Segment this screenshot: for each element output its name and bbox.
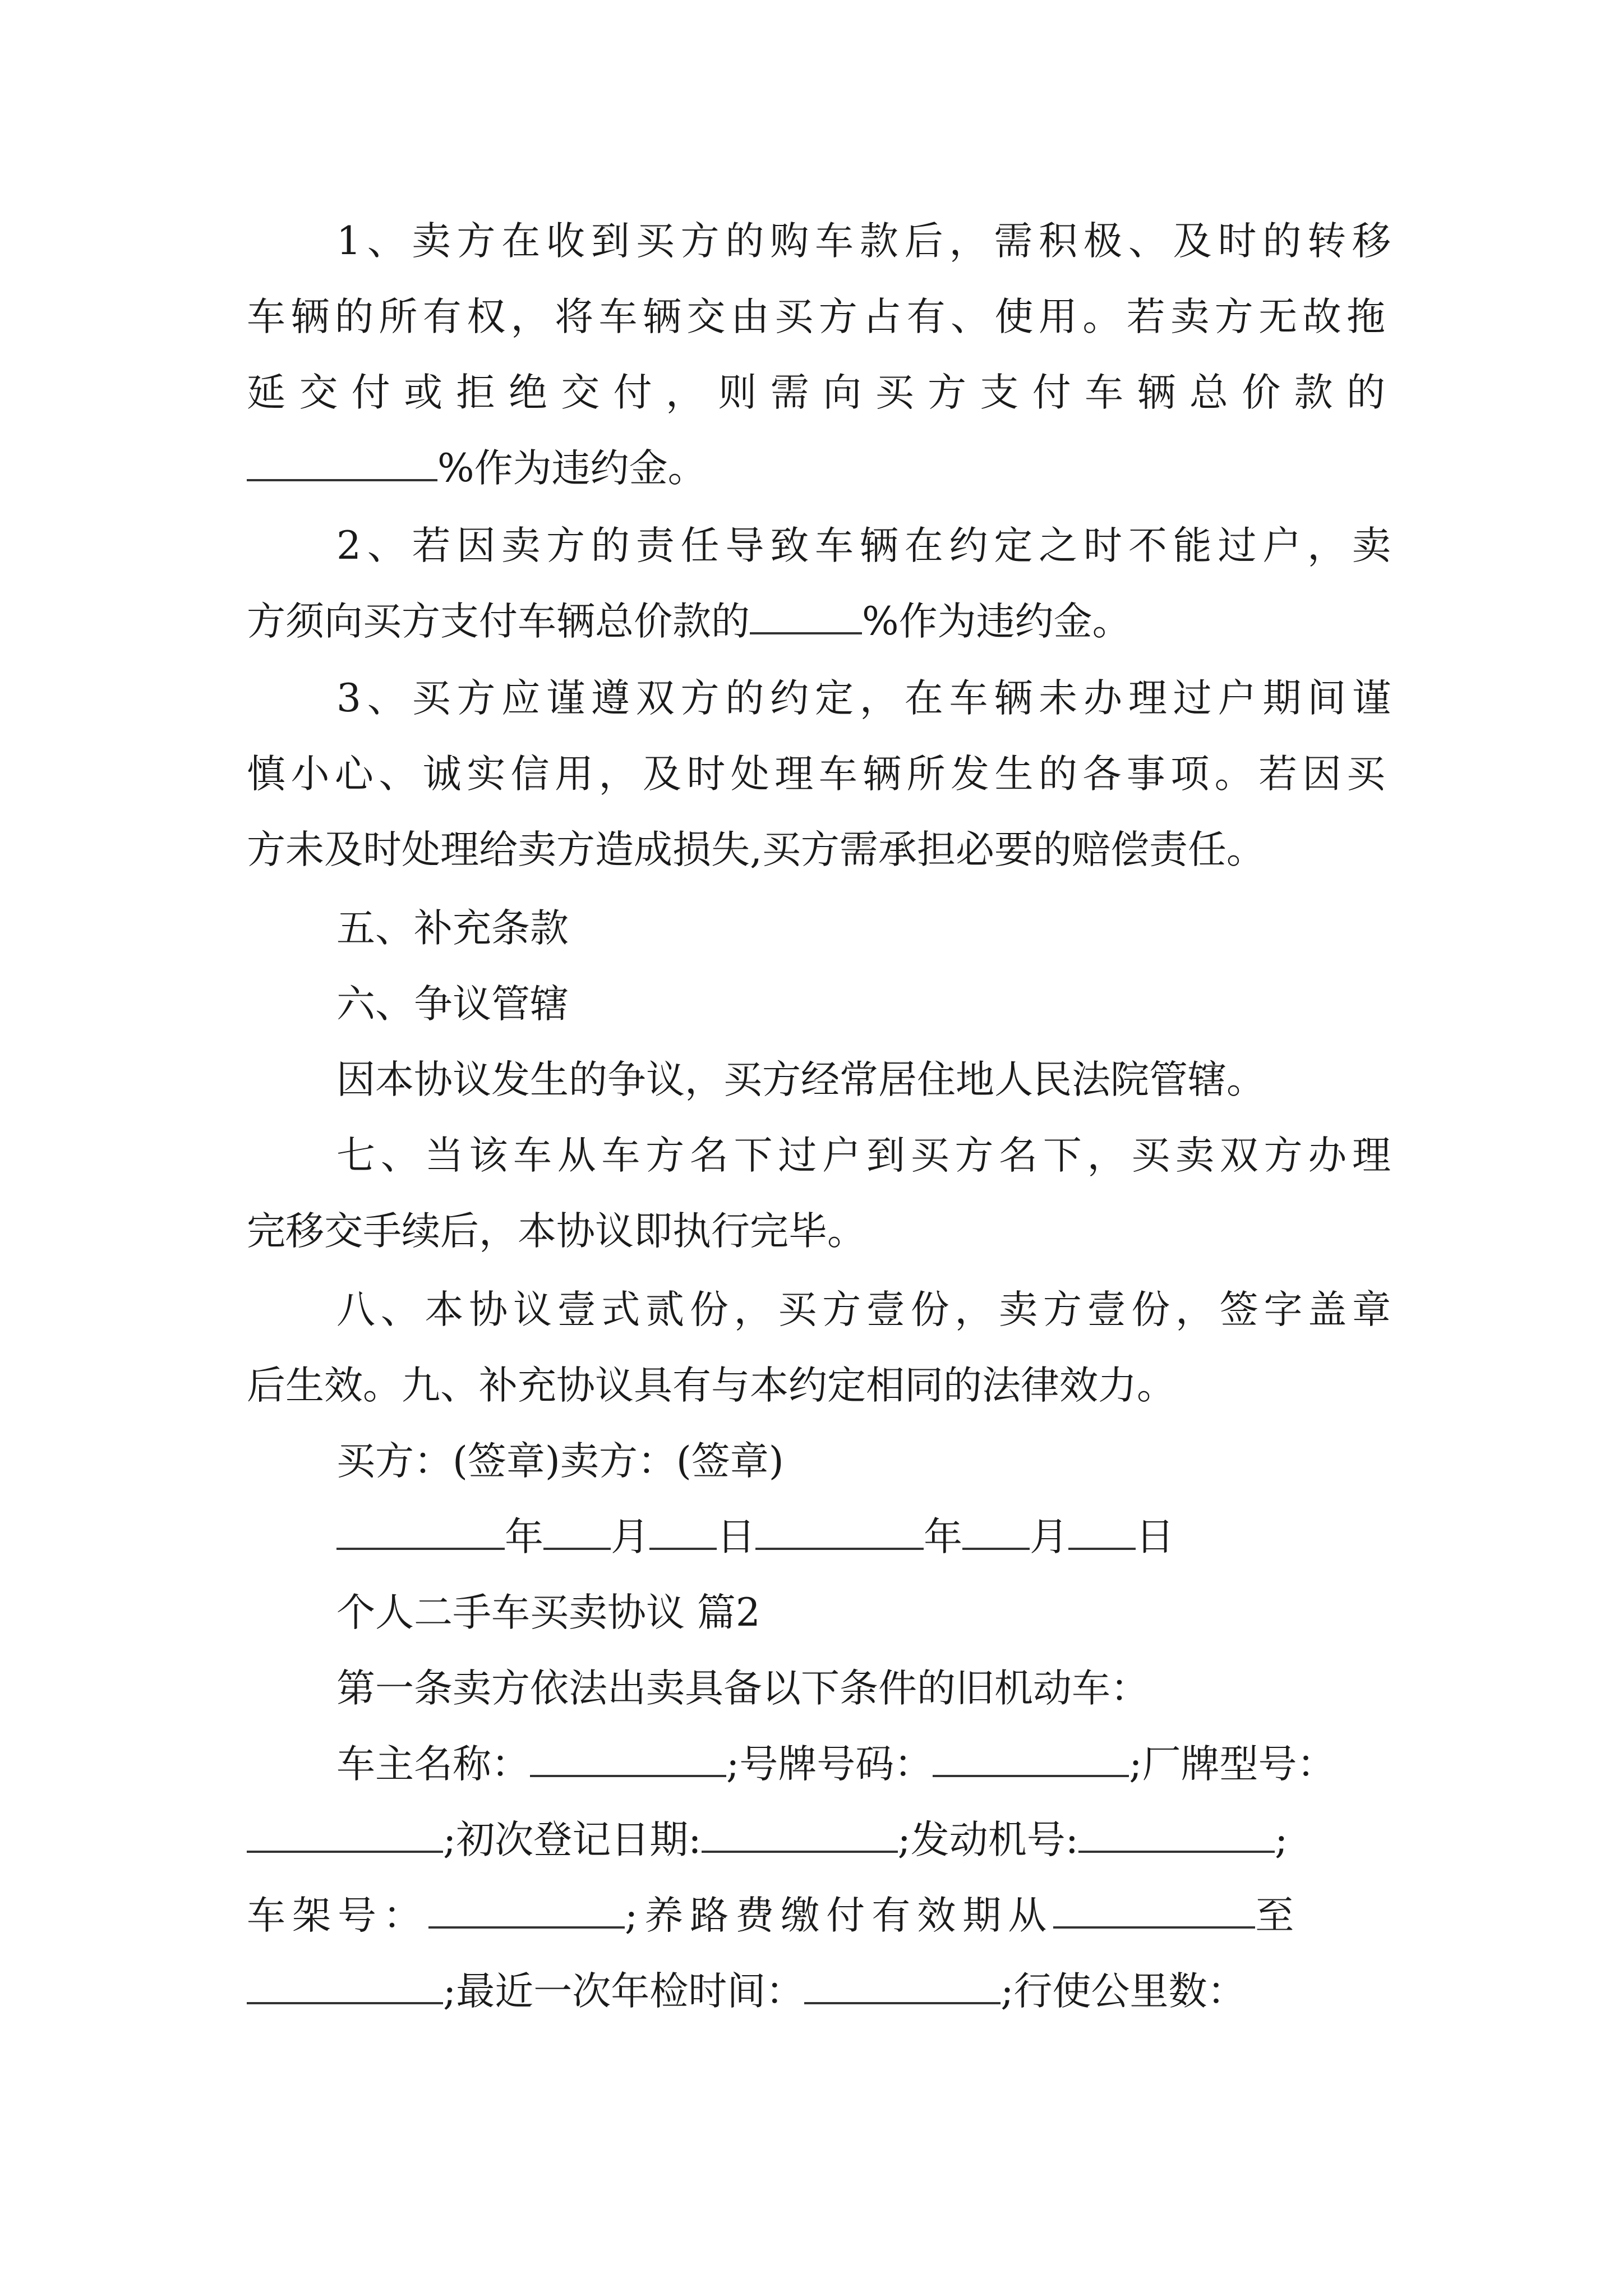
section6-heading: 六、争议管辖 [336, 982, 569, 1027]
clause1-line2: 车辆的所有权，将车辆交由买方占有、使用。若卖方无故拖 [247, 295, 1385, 339]
brand-blank[interactable] [247, 1816, 443, 1853]
section5-heading: 五、补充条款 [336, 906, 569, 951]
toll-label: ;养路费缴付有效期从 [625, 1893, 1054, 1938]
clause3-line3: 方未及时处理给卖方造成损失,买方需承担必要的赔偿责任。 [247, 827, 1265, 872]
month-label-2: 月 [1030, 1515, 1068, 1559]
clause1-line4 [247, 443, 1385, 494]
engine-blank[interactable] [1078, 1816, 1275, 1853]
day-label-2: 日 [1136, 1515, 1174, 1559]
vehicle-line2 [247, 1815, 1385, 1865]
penalty-percent-blank-2[interactable] [750, 597, 862, 634]
plate-label: ;号牌号码： [726, 1742, 933, 1787]
clause2-line2-head: 方须向买方支付车辆总价款的 [247, 599, 750, 644]
year-label: 年 [505, 1515, 543, 1559]
toll-from-blank[interactable] [1053, 1892, 1255, 1929]
vehicle-line3 [247, 1890, 1385, 1941]
section8-line1: 八、本协议壹式贰份，买方壹份，卖方壹份，签字盖章 [336, 1287, 1391, 1332]
clause1-line4-text: %作为违约金。 [437, 446, 707, 491]
frame-label: 车架号： [247, 1893, 428, 1938]
inspect-label: ;最近一次年检时间： [443, 1969, 805, 2014]
plate-blank[interactable] [933, 1740, 1129, 1777]
clause3-line2: 慎小心、诚实信用，及时处理车辆所发生的各事项。若因买 [247, 752, 1385, 797]
toll-to-blank[interactable] [247, 1967, 443, 2004]
clause1-line3: 延交付或拒绝交付，则需向买方支付车辆总价款的 [247, 370, 1385, 415]
clause3-line1: 3、买方应谨遵双方的约定，在车辆未办理过户期间谨 [336, 676, 1391, 721]
clause2-line1: 2、若因卖方的责任导致车辆在约定之时不能过户，卖 [336, 523, 1391, 568]
mileage-label: ;行使公里数： [1000, 1969, 1246, 2014]
year-label-2: 年 [924, 1515, 962, 1559]
agreement-title-2: 个人二手车买卖协议 篇2 [336, 1590, 760, 1635]
owner-label: 车主名称： [336, 1742, 530, 1787]
engine-label: ;发动机号: [897, 1818, 1078, 1862]
buyer-year-blank[interactable] [336, 1513, 505, 1550]
section7-line1: 七、当该车从车方名下过户到买方名下，买卖双方办理 [336, 1133, 1391, 1178]
seller-day-blank[interactable] [1068, 1513, 1136, 1550]
inspect-blank[interactable] [804, 1967, 1000, 2004]
seller-month-blank[interactable] [962, 1513, 1030, 1550]
article1-text: 第一条卖方依法出卖具备以下条件的旧机动车： [336, 1666, 1149, 1711]
day-label: 日 [717, 1515, 755, 1559]
clause2-line2-tail: %作为违约金。 [862, 599, 1131, 644]
seller-year-blank[interactable] [755, 1513, 924, 1550]
clause1-line1: 1、卖方在收到买方的购车款后，需积极、及时的转移 [336, 219, 1391, 264]
reg-date-blank[interactable] [702, 1816, 898, 1853]
owner-blank[interactable] [530, 1740, 726, 1777]
frame-blank[interactable] [428, 1892, 625, 1929]
semicolon: ; [1275, 1818, 1288, 1862]
signature-line: 买方：(签章)卖方：(签章) [336, 1439, 784, 1484]
vehicle-line4 [247, 1966, 1385, 2017]
section8-line2: 后生效。九、补充协议具有与本约定相同的法律效力。 [247, 1363, 1175, 1408]
reg-date-label: ;初次登记日期: [443, 1818, 702, 1862]
jurisdiction-text: 因本协议发生的争议，买方经常居住地人民法院管辖。 [336, 1057, 1265, 1102]
to-label: 至 [1255, 1893, 1301, 1938]
buyer-month-blank[interactable] [543, 1513, 611, 1550]
vehicle-line1 [336, 1739, 1391, 1789]
section7-line2: 完移交手续后，本协议即执行完毕。 [247, 1209, 866, 1254]
date-line [336, 1512, 1391, 1562]
clause2-line2 [247, 596, 1385, 647]
month-label: 月 [611, 1515, 649, 1559]
buyer-day-blank[interactable] [649, 1513, 717, 1550]
penalty-percent-blank[interactable] [247, 444, 437, 481]
brand-label: ;厂牌型号： [1129, 1742, 1336, 1787]
